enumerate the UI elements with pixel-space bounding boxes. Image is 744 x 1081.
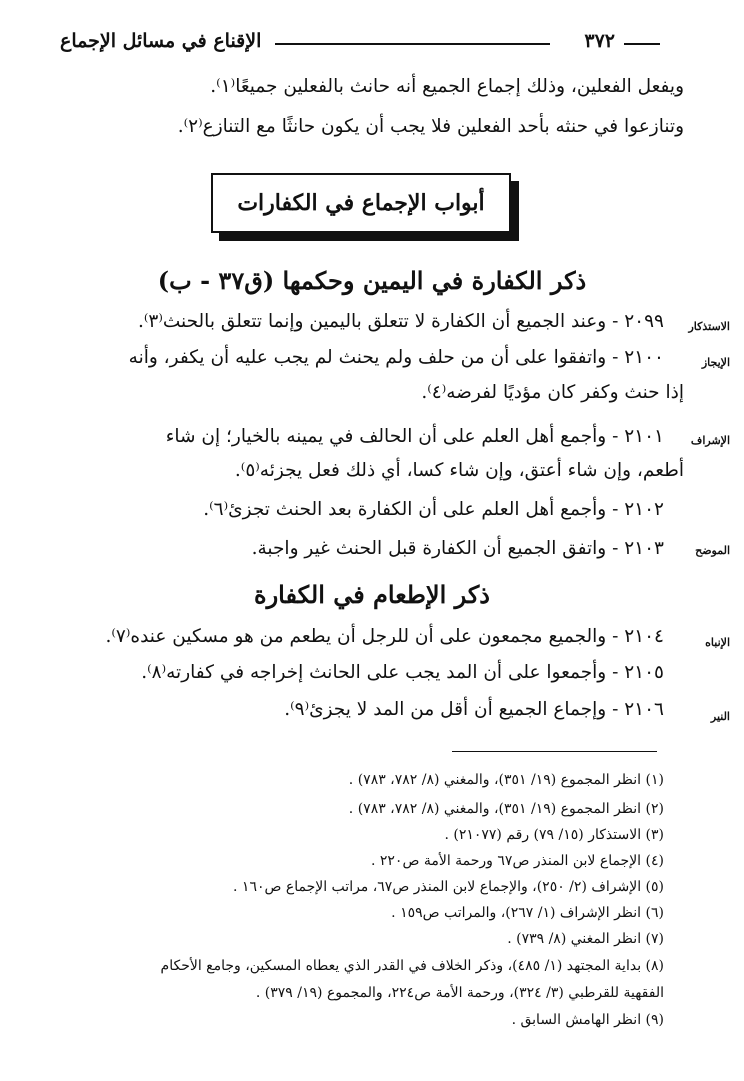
footnote-4: (٤) الإجماع لابن المنذر ص٦٧ ورحمة الأمة ص٢٢٠ . (370, 853, 664, 869)
footnote-7: (٧) انظر المغني (٨/ ٧٣٩) . (507, 931, 664, 947)
ruling-2102: ٢١٠٢ - وأجمع أهل العلم على أن الكفارة بعد الحنث تجزئ⁽٦⁾. (203, 499, 664, 520)
ruling-2101: ٢١٠١ - وأجمع أهل العلم على أن الحالف في يمينه بالخيار؛ إن شاء (165, 426, 664, 447)
footnote-2: (٢) انظر المجموع (١٩/ ٣٥١)، والمغني (٨/ ٧٨٢، ٧٨٣) . (348, 801, 664, 817)
ruling-2100: ٢١٠٠ - واتفقوا على أن من حلف ولم يحنث لم يجب عليه أن يكفر، وأنه (128, 347, 664, 368)
ruling-2106: ٢١٠٦ - وإجماع الجميع أن أقل من المد لا يجزئ⁽٩⁾. (284, 699, 664, 720)
source-label: الموضح (695, 544, 730, 557)
ruling-2105: ٢١٠٥ - وأجمعوا على أن المد يجب على الحانث إخراجه في كفارته⁽٨⁾. (141, 662, 664, 683)
ruling-2101-cont: أطعم، وإن شاء أعتق، وإن شاء كسا، أي ذلك فعل يجزئه⁽٥⁾. (234, 460, 684, 481)
section-title-expiation: ذكر الكفارة في اليمين وحكمها (ق٣٧ - ب) (157, 266, 587, 295)
ruling-2103: ٢١٠٣ - واتفق الجميع أن الكفارة قبل الحنث غير واجبة. (251, 538, 664, 559)
intro-line-1: ويفعل الفعلين، وذلك إجماع الجميع أنه حانث بالفعلين جميعًا⁽١⁾. (210, 76, 684, 97)
footnote-8: (٨) بداية المجتهد (١/ ٤٨٥)، وذكر الخلاف في القدر الذي يعطاه المسكين، وجامع الأحكام (160, 958, 664, 974)
source-label: الإشراف (690, 434, 730, 447)
intro-line-2: وتنازعوا في حنثه بأحد الفعلين فلا يجب أن يكون حانثًا مع التنازع⁽٢⁾. (177, 116, 684, 137)
running-header (60, 30, 660, 60)
header-title: الإقناع في مسائل الإجماع (60, 30, 262, 52)
header-rule (275, 43, 550, 45)
footnote-8-cont: الفقهية للقرطبي (٣/ ٣٢٤)، ورحمة الأمة ص٢٢٤، والمجموع (١٩/ ٣٧٩) . (255, 985, 664, 1001)
footnote-separator (452, 751, 657, 752)
ruling-2104: ٢١٠٤ - والجميع مجمعون على أن للرجل أن يطعم من هو مسكين عنده⁽٧⁾. (105, 626, 664, 647)
ruling-2100-cont: إذا حنث وكفر كان مؤديًا لفرضه⁽٤⁾. (421, 382, 684, 403)
footnote-6: (٦) انظر الإشراف (١/ ٢٦٧)، والمراتب ص١٥٩ . (391, 905, 664, 921)
ruling-2099: ٢٠٩٩ - وعند الجميع أن الكفارة لا تتعلق باليمين وإنما تتعلق بالحنث⁽٣⁾. (137, 311, 664, 332)
page-number: ٣٧٢ (584, 30, 615, 52)
source-label: الإنباه (705, 636, 730, 649)
footnote-5: (٥) الإشراف (٢/ ٢٥٠)، والإجماع لابن المنذر ص٦٧، مراتب الإجماع ص١٦٠ . (233, 879, 664, 895)
chapter-box (211, 173, 511, 233)
source-label: النير (710, 710, 730, 723)
source-label: الاستذكار (688, 320, 730, 333)
chapter-title: أبواب الإجماع في الكفارات (211, 173, 511, 233)
header-dash (624, 43, 660, 45)
source-label: الإيجاز (701, 356, 730, 369)
section-title-feeding: ذكر الإطعام في الكفارة (254, 580, 490, 609)
footnote-3: (٣) الاستذكار (١٥/ ٧٩) رقم (٢١٠٧٧) . (444, 827, 664, 843)
footnote-1: (١) انظر المجموع (١٩/ ٣٥١)، والمغني (٨/ ٧٨٢، ٧٨٣) . (348, 772, 664, 788)
footnote-9: (٩) انظر الهامش السابق . (511, 1012, 664, 1028)
